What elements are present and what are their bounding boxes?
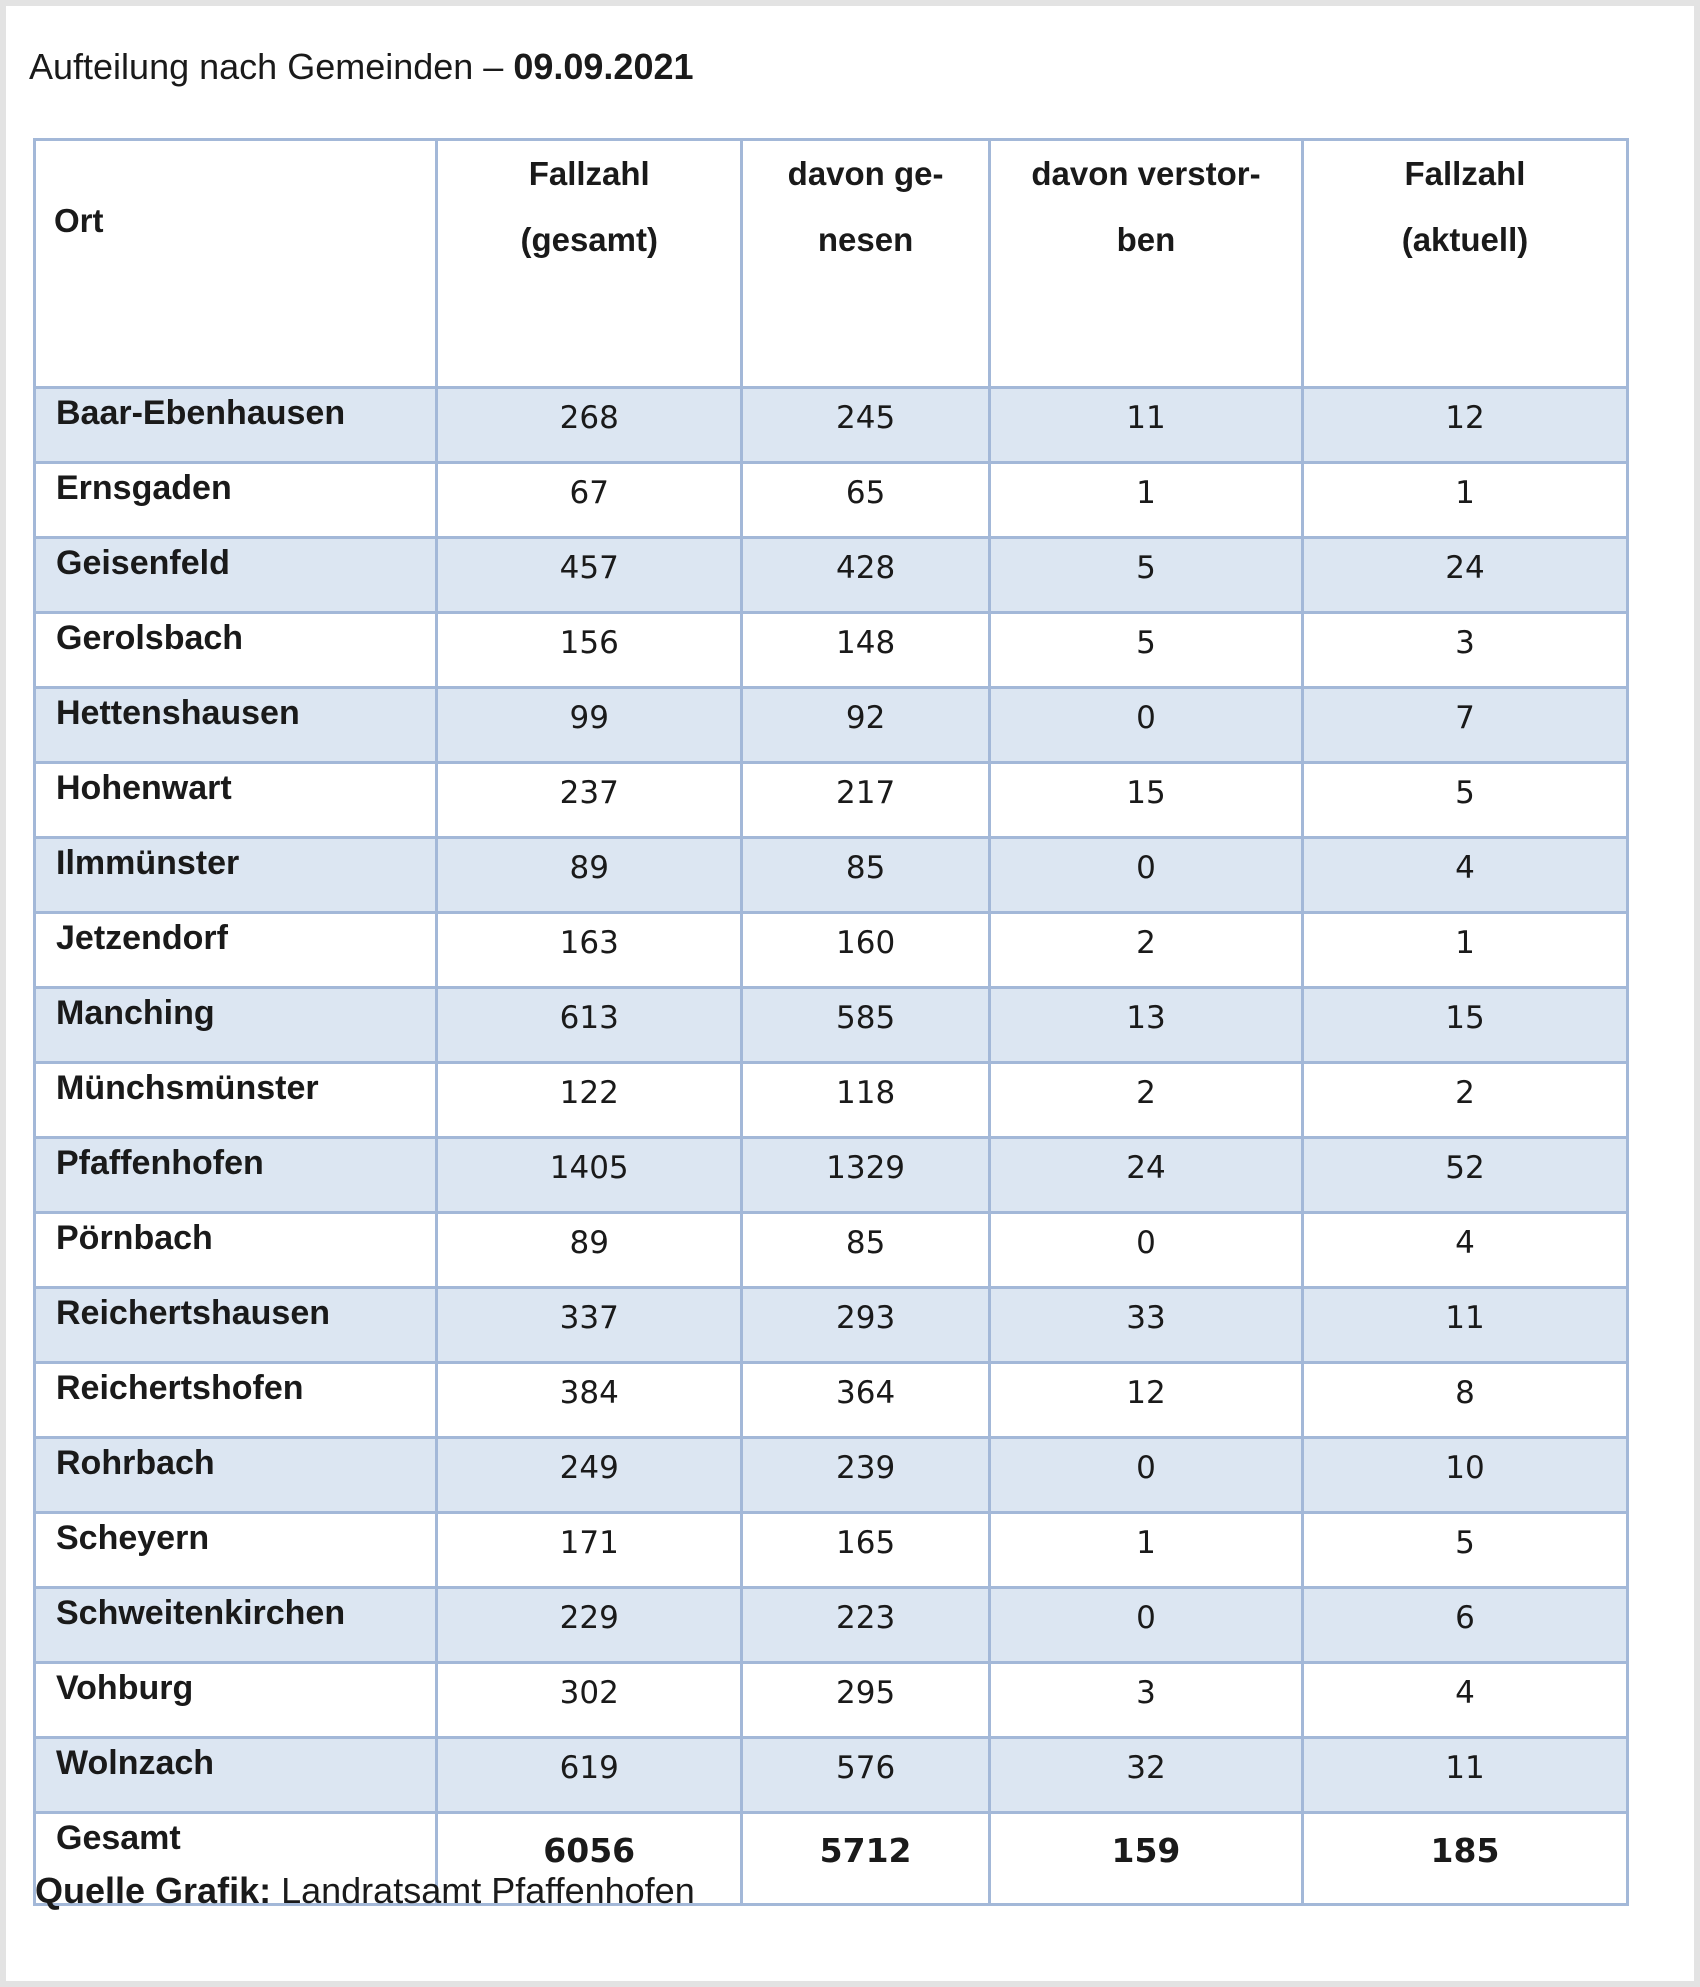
table-row xyxy=(35,1513,1628,1588)
cell-genesen: 92 xyxy=(742,688,990,763)
cell-aktuell: 4 xyxy=(1302,838,1627,913)
cell-genesen: 245 xyxy=(742,388,990,463)
header-line: davon ge- xyxy=(787,155,944,192)
cell-gesamt: 1405 xyxy=(437,1138,742,1213)
cell-verstorben: 0 xyxy=(989,688,1302,763)
cell-aktuell: 2 xyxy=(1302,1063,1627,1138)
cell-aktuell: 1 xyxy=(1302,463,1627,538)
cell-verstorben: 159 xyxy=(989,1813,1302,1905)
table-row xyxy=(35,688,1628,763)
cell-aktuell: 1 xyxy=(1302,913,1627,988)
cell-verstorben: 2 xyxy=(989,1063,1302,1138)
cell-ort: Manching xyxy=(35,988,437,1063)
header-line: ben xyxy=(1116,221,1176,258)
table-row xyxy=(35,838,1628,913)
cell-gesamt: 229 xyxy=(437,1588,742,1663)
cell-genesen: 295 xyxy=(742,1663,990,1738)
cell-gesamt: 6056 xyxy=(437,1813,742,1905)
cell-genesen: 5712 xyxy=(742,1813,990,1905)
cell-ort: Gerolsbach xyxy=(35,613,437,688)
cell-gesamt: 163 xyxy=(437,913,742,988)
cell-gesamt: 67 xyxy=(437,463,742,538)
cell-verstorben: 0 xyxy=(989,1213,1302,1288)
cell-gesamt: 619 xyxy=(437,1738,742,1813)
table-row xyxy=(35,1588,1628,1663)
cell-gesamt: 89 xyxy=(437,1213,742,1288)
cell-genesen: 576 xyxy=(742,1738,990,1813)
cell-ort: Vohburg xyxy=(35,1663,437,1738)
table-row xyxy=(35,1213,1628,1288)
cell-gesamt: 337 xyxy=(437,1288,742,1363)
cell-ort: Hettenshausen xyxy=(35,688,437,763)
table-header-row xyxy=(35,140,1628,388)
header-line: Fallzahl xyxy=(528,155,650,192)
table-row xyxy=(35,1363,1628,1438)
header-fallzahl-aktuell xyxy=(1302,140,1627,388)
cell-aktuell: 52 xyxy=(1302,1138,1627,1213)
table-row xyxy=(35,1438,1628,1513)
cell-genesen: 217 xyxy=(742,763,990,838)
cell-genesen: 585 xyxy=(742,988,990,1063)
cell-aktuell: 185 xyxy=(1302,1813,1627,1905)
table-row xyxy=(35,913,1628,988)
table-body xyxy=(35,388,1628,1905)
case-table xyxy=(33,138,1629,1906)
cell-gesamt: 268 xyxy=(437,388,742,463)
table-row xyxy=(35,1738,1628,1813)
cell-aktuell: 4 xyxy=(1302,1663,1627,1738)
cell-gesamt: 89 xyxy=(437,838,742,913)
cell-ort: Pfaffenhofen xyxy=(35,1138,437,1213)
cell-genesen: 364 xyxy=(742,1363,990,1438)
cell-gesamt: 171 xyxy=(437,1513,742,1588)
table-row xyxy=(35,988,1628,1063)
table-row xyxy=(35,538,1628,613)
cell-verstorben: 0 xyxy=(989,1438,1302,1513)
cell-verstorben: 13 xyxy=(989,988,1302,1063)
header-fallzahl-gesamt xyxy=(437,140,742,388)
cell-ort: Geisenfeld xyxy=(35,538,437,613)
page-heading xyxy=(29,46,694,88)
cell-verstorben: 24 xyxy=(989,1138,1302,1213)
cell-aktuell: 15 xyxy=(1302,988,1627,1063)
table-row xyxy=(35,1288,1628,1363)
cell-genesen: 160 xyxy=(742,913,990,988)
cell-verstorben: 12 xyxy=(989,1363,1302,1438)
table-row xyxy=(35,763,1628,838)
cell-gesamt: 122 xyxy=(437,1063,742,1138)
header-line: davon verstor- xyxy=(1031,155,1261,192)
source-text: Landratsamt Pfaffenhofen xyxy=(281,1870,695,1911)
cell-ort: Münchsmünster xyxy=(35,1063,437,1138)
table-row xyxy=(35,1063,1628,1138)
cell-ort: Ilmmünster xyxy=(35,838,437,913)
cell-verstorben: 0 xyxy=(989,1588,1302,1663)
cell-ort: Gesamt xyxy=(35,1813,437,1905)
cell-verstorben: 11 xyxy=(989,388,1302,463)
cell-aktuell: 3 xyxy=(1302,613,1627,688)
cell-verstorben: 15 xyxy=(989,763,1302,838)
cell-gesamt: 613 xyxy=(437,988,742,1063)
heading-date: 09.09.2021 xyxy=(513,46,694,87)
cell-genesen: 165 xyxy=(742,1513,990,1588)
header-line: (gesamt) xyxy=(520,221,658,258)
cell-genesen: 65 xyxy=(742,463,990,538)
cell-genesen: 85 xyxy=(742,838,990,913)
source-label: Quelle Grafik: xyxy=(35,1870,272,1911)
cell-gesamt: 249 xyxy=(437,1438,742,1513)
table-row xyxy=(35,463,1628,538)
cell-ort: Reichertshausen xyxy=(35,1288,437,1363)
cell-genesen: 223 xyxy=(742,1588,990,1663)
cell-ort: Rohrbach xyxy=(35,1438,437,1513)
cell-genesen: 428 xyxy=(742,538,990,613)
cell-verstorben: 5 xyxy=(989,538,1302,613)
cell-verstorben: 1 xyxy=(989,463,1302,538)
cell-genesen: 1329 xyxy=(742,1138,990,1213)
cell-verstorben: 33 xyxy=(989,1288,1302,1363)
cell-verstorben: 0 xyxy=(989,838,1302,913)
cell-ort: Reichertshofen xyxy=(35,1363,437,1438)
cell-gesamt: 156 xyxy=(437,613,742,688)
cell-genesen: 293 xyxy=(742,1288,990,1363)
cell-aktuell: 6 xyxy=(1302,1588,1627,1663)
table-row xyxy=(35,1138,1628,1213)
cell-gesamt: 99 xyxy=(437,688,742,763)
cell-ort: Pörnbach xyxy=(35,1213,437,1288)
cell-ort: Schweitenkirchen xyxy=(35,1588,437,1663)
cell-genesen: 85 xyxy=(742,1213,990,1288)
cell-genesen: 148 xyxy=(742,613,990,688)
cell-aktuell: 5 xyxy=(1302,763,1627,838)
cell-ort: Baar-Ebenhausen xyxy=(35,388,437,463)
header-line: nesen xyxy=(817,221,914,258)
heading-text: Aufteilung nach Gemeinden – xyxy=(29,46,504,87)
cell-aktuell: 12 xyxy=(1302,388,1627,463)
header-line: (aktuell) xyxy=(1401,221,1529,258)
cell-verstorben: 3 xyxy=(989,1663,1302,1738)
cell-ort: Ernsgaden xyxy=(35,463,437,538)
cell-ort: Jetzendorf xyxy=(35,913,437,988)
header-ort: Ort xyxy=(35,140,437,388)
table-row xyxy=(35,1663,1628,1738)
cell-ort: Hohenwart xyxy=(35,763,437,838)
table-row xyxy=(35,388,1628,463)
cell-aktuell: 10 xyxy=(1302,1438,1627,1513)
source-note xyxy=(35,1870,695,1912)
cell-aktuell: 8 xyxy=(1302,1363,1627,1438)
cell-gesamt: 384 xyxy=(437,1363,742,1438)
cell-aktuell: 4 xyxy=(1302,1213,1627,1288)
cell-aktuell: 7 xyxy=(1302,688,1627,763)
cell-genesen: 239 xyxy=(742,1438,990,1513)
cell-verstorben: 5 xyxy=(989,613,1302,688)
cell-ort: Wolnzach xyxy=(35,1738,437,1813)
header-davon-verstorben xyxy=(989,140,1302,388)
cell-gesamt: 237 xyxy=(437,763,742,838)
cell-aktuell: 11 xyxy=(1302,1738,1627,1813)
cell-gesamt: 457 xyxy=(437,538,742,613)
cell-verstorben: 2 xyxy=(989,913,1302,988)
cell-verstorben: 1 xyxy=(989,1513,1302,1588)
table-row xyxy=(35,613,1628,688)
cell-verstorben: 32 xyxy=(989,1738,1302,1813)
cell-gesamt: 302 xyxy=(437,1663,742,1738)
cell-aktuell: 24 xyxy=(1302,538,1627,613)
cell-ort: Scheyern xyxy=(35,1513,437,1588)
header-line: Fallzahl xyxy=(1404,155,1526,192)
cell-genesen: 118 xyxy=(742,1063,990,1138)
cell-aktuell: 11 xyxy=(1302,1288,1627,1363)
header-davon-genesen xyxy=(742,140,990,388)
cell-aktuell: 5 xyxy=(1302,1513,1627,1588)
